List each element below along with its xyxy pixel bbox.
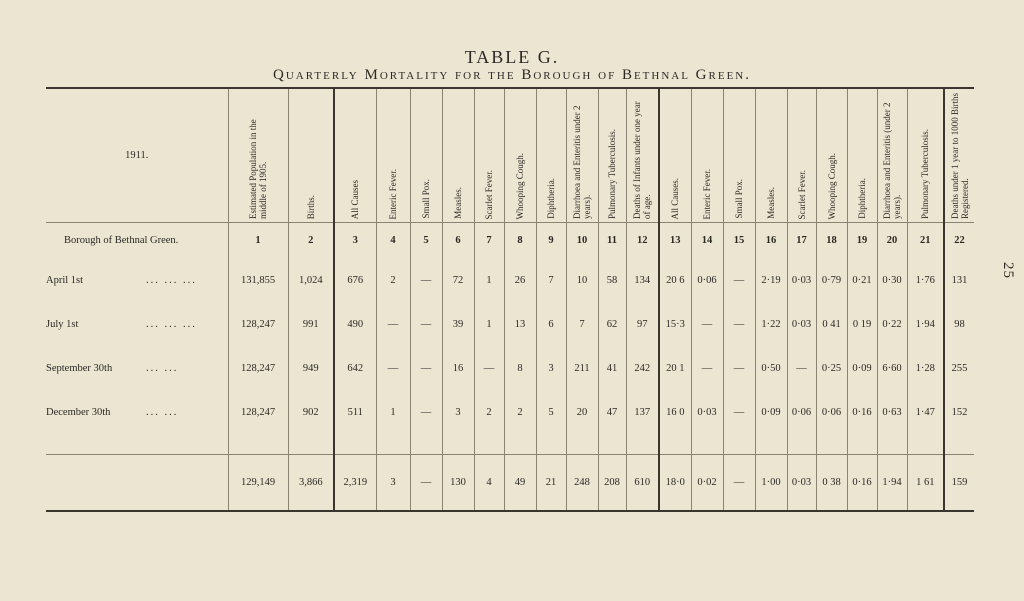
- table-cell: 15·3: [659, 303, 691, 347]
- table-cell: 0·79: [816, 259, 847, 303]
- total-cell: 4: [474, 455, 504, 511]
- spacer-cell: [787, 435, 816, 455]
- table-cell: 1·47: [907, 391, 944, 435]
- spacer-cell: [410, 435, 442, 455]
- table-cell: —: [723, 303, 755, 347]
- table-cell: 20: [566, 391, 598, 435]
- table-cell: 6: [536, 303, 566, 347]
- table-cell: —: [691, 303, 723, 347]
- total-cell: 1·00: [755, 455, 787, 511]
- header-cell: Measles.: [755, 88, 787, 223]
- spacer-cell: [376, 435, 410, 455]
- table-cell: 7: [536, 259, 566, 303]
- spacer-cell: [504, 435, 536, 455]
- table-cell: 137: [626, 391, 659, 435]
- table-cell: 10: [566, 259, 598, 303]
- header-cell: Scarlet Fever.: [787, 88, 816, 223]
- spacer-cell: [659, 435, 691, 455]
- table-cell: 128,247: [228, 347, 288, 391]
- table-cell: 1: [376, 391, 410, 435]
- column-number: 13: [659, 223, 691, 259]
- spacer-cell: [536, 435, 566, 455]
- column-number: 7: [474, 223, 504, 259]
- spacer-cell: [46, 435, 228, 455]
- table-cell: 0 19: [847, 303, 877, 347]
- table-cell: 2: [504, 391, 536, 435]
- spacer-cell: [755, 435, 787, 455]
- spacer-cell: [944, 435, 974, 455]
- table-cell: 26: [504, 259, 536, 303]
- total-cell: 2,319: [334, 455, 376, 511]
- table-cell: 0·22: [877, 303, 907, 347]
- table-cell: 39: [442, 303, 474, 347]
- table-cell: 0·09: [847, 347, 877, 391]
- table-cell: 47: [598, 391, 626, 435]
- column-number: 22: [944, 223, 974, 259]
- column-number: 18: [816, 223, 847, 259]
- table-cell: 1,024: [288, 259, 334, 303]
- table-cell: 0·03: [787, 259, 816, 303]
- total-cell: —: [723, 455, 755, 511]
- table-cell: 0·63: [877, 391, 907, 435]
- total-cell: 248: [566, 455, 598, 511]
- table-cell: 255: [944, 347, 974, 391]
- table-cell: —: [787, 347, 816, 391]
- header-cell: Births.: [288, 88, 334, 223]
- column-number: 6: [442, 223, 474, 259]
- total-cell: 0·02: [691, 455, 723, 511]
- header-cell: Estimated Population in the middle of 1905.: [228, 88, 288, 223]
- table-cell: —: [410, 303, 442, 347]
- table-cell: 0·06: [816, 391, 847, 435]
- table-subtitle: Quarterly Mortality for the Borough of Bethnal Green.: [273, 67, 751, 83]
- table-cell: 128,247: [228, 391, 288, 435]
- total-cell: 130: [442, 455, 474, 511]
- spacer-cell: [228, 435, 288, 455]
- table-cell: 0·03: [787, 303, 816, 347]
- header-cell: Small Pox.: [410, 88, 442, 223]
- table-title: TABLE G.: [464, 47, 560, 67]
- page-number: 25: [1000, 262, 1016, 279]
- table-cell: 134: [626, 259, 659, 303]
- header-cell: Pulmonary Tuberculosis.: [598, 88, 626, 223]
- header-cell: Deaths of Infants under one year of age.: [626, 88, 659, 223]
- row-label: April 1st ... ... ...: [46, 275, 197, 286]
- row-label: July 1st ... ... ...: [46, 319, 197, 330]
- table-cell: 3: [536, 347, 566, 391]
- table-cell: 128,247: [228, 303, 288, 347]
- table-cell: 0·16: [847, 391, 877, 435]
- table-cell: 0·30: [877, 259, 907, 303]
- spacer-cell: [907, 435, 944, 455]
- table-cell: 58: [598, 259, 626, 303]
- table-cell: 97: [626, 303, 659, 347]
- spacer-cell: [691, 435, 723, 455]
- header-cell: Enteric Fever.: [691, 88, 723, 223]
- table-cell: 5: [536, 391, 566, 435]
- table-cell: 242: [626, 347, 659, 391]
- header-cell: All Causes.: [659, 88, 691, 223]
- column-number: 10: [566, 223, 598, 259]
- year-header: 1911.: [46, 88, 228, 223]
- table-cell: 13: [504, 303, 536, 347]
- table-cell: —: [723, 259, 755, 303]
- table-cell: 0 41: [816, 303, 847, 347]
- table-cell: 1: [474, 303, 504, 347]
- total-cell: 159: [944, 455, 974, 511]
- table-cell: 0·06: [787, 391, 816, 435]
- header-cell: Whooping Cough.: [816, 88, 847, 223]
- table-cell: —: [691, 347, 723, 391]
- column-number: 12: [626, 223, 659, 259]
- table-row: [46, 347, 974, 391]
- spacer-cell: [566, 435, 598, 455]
- table-cell: 1: [474, 259, 504, 303]
- total-cell: 129,149: [228, 455, 288, 511]
- separator-row: [46, 435, 974, 455]
- spacer-cell: [816, 435, 847, 455]
- header-cell: Diphtheria.: [536, 88, 566, 223]
- table-cell: 2·19: [755, 259, 787, 303]
- row-label: September 30th ... ...: [46, 363, 179, 374]
- table-cell: —: [474, 347, 504, 391]
- table-cell: —: [723, 347, 755, 391]
- header-cell: Deaths under 1 year to 1000 Births Registered.: [944, 88, 974, 223]
- column-number: 4: [376, 223, 410, 259]
- spacer-cell: [626, 435, 659, 455]
- header-cell: Diphtheria.: [847, 88, 877, 223]
- column-number: 1: [228, 223, 288, 259]
- table-cell: 16: [442, 347, 474, 391]
- table-cell: 98: [944, 303, 974, 347]
- table-row: [46, 303, 974, 347]
- spacer-cell: [877, 435, 907, 455]
- spacer-cell: [334, 435, 376, 455]
- spacer-cell: [442, 435, 474, 455]
- table-cell: 0·25: [816, 347, 847, 391]
- table-cell: 41: [598, 347, 626, 391]
- table-cell: 902: [288, 391, 334, 435]
- table-cell: 0·03: [691, 391, 723, 435]
- header-cell: Whooping Cough.: [504, 88, 536, 223]
- table-cell: 991: [288, 303, 334, 347]
- table-cell: 20 6: [659, 259, 691, 303]
- mortality-table: [46, 87, 974, 512]
- table-cell: 949: [288, 347, 334, 391]
- table-cell: 6·60: [877, 347, 907, 391]
- table-cell: 211: [566, 347, 598, 391]
- column-number: 19: [847, 223, 877, 259]
- header-cell: Diarrhoea and Enteritis (under 2 years).: [877, 88, 907, 223]
- table-cell: —: [410, 259, 442, 303]
- spacer-cell: [474, 435, 504, 455]
- column-number: 21: [907, 223, 944, 259]
- total-cell: 0·16: [847, 455, 877, 511]
- table-row: [46, 391, 974, 435]
- column-number: 14: [691, 223, 723, 259]
- total-row: [46, 455, 974, 511]
- total-label-cell: [46, 455, 228, 511]
- table-cell: 1·22: [755, 303, 787, 347]
- table-cell: —: [723, 391, 755, 435]
- table-cell: 511: [334, 391, 376, 435]
- column-number: 2: [288, 223, 334, 259]
- total-cell: 1·94: [877, 455, 907, 511]
- table-cell: 72: [442, 259, 474, 303]
- column-number: 16: [755, 223, 787, 259]
- table-cell: 0·06: [691, 259, 723, 303]
- header-cell: Measles.: [442, 88, 474, 223]
- total-cell: 18·0: [659, 455, 691, 511]
- table-cell: —: [376, 347, 410, 391]
- total-cell: 21: [536, 455, 566, 511]
- total-cell: 3,866: [288, 455, 334, 511]
- table-cell: —: [376, 303, 410, 347]
- table-cell: 62: [598, 303, 626, 347]
- table-row: [46, 259, 974, 303]
- total-cell: 208: [598, 455, 626, 511]
- table-cell: 0·09: [755, 391, 787, 435]
- header-cell: Small Pox.: [723, 88, 755, 223]
- header-cell: Diarrhoea and Enteritis under 2 years).: [566, 88, 598, 223]
- table-cell: 1·76: [907, 259, 944, 303]
- table-cell: 2: [474, 391, 504, 435]
- spacer-cell: [288, 435, 334, 455]
- table-cell: 8: [504, 347, 536, 391]
- row-label: December 30th ... ...: [46, 407, 179, 418]
- table-cell: 1·28: [907, 347, 944, 391]
- column-number: 5: [410, 223, 442, 259]
- table-cell: —: [410, 347, 442, 391]
- table-cell: 642: [334, 347, 376, 391]
- total-cell: 0 38: [816, 455, 847, 511]
- column-number: 8: [504, 223, 536, 259]
- table-cell: 131: [944, 259, 974, 303]
- total-cell: —: [410, 455, 442, 511]
- header-cell: Scarlet Fever.: [474, 88, 504, 223]
- total-cell: 1 61: [907, 455, 944, 511]
- total-cell: 49: [504, 455, 536, 511]
- header-cell: Pulmonary Tuberculosis.: [907, 88, 944, 223]
- column-number: 20: [877, 223, 907, 259]
- spacer-cell: [847, 435, 877, 455]
- borough-label: Borough of Bethnal Green.: [64, 234, 179, 246]
- spacer-cell: [598, 435, 626, 455]
- table-cell: 152: [944, 391, 974, 435]
- column-number-row: [46, 223, 974, 259]
- column-number: 15: [723, 223, 755, 259]
- header-row: [46, 88, 974, 223]
- header-cell: Enteric Fever.: [376, 88, 410, 223]
- table-cell: 2: [376, 259, 410, 303]
- column-number: 17: [787, 223, 816, 259]
- table-cell: 7: [566, 303, 598, 347]
- table-cell: 20 1: [659, 347, 691, 391]
- table-cell: 0·21: [847, 259, 877, 303]
- table-cell: 1·94: [907, 303, 944, 347]
- total-cell: 3: [376, 455, 410, 511]
- table-cell: 16 0: [659, 391, 691, 435]
- header-cell: All Causes: [334, 88, 376, 223]
- table-cell: —: [410, 391, 442, 435]
- table-cell: 490: [334, 303, 376, 347]
- column-number: 9: [536, 223, 566, 259]
- column-number: 11: [598, 223, 626, 259]
- spacer-cell: [723, 435, 755, 455]
- total-cell: 0·03: [787, 455, 816, 511]
- column-number: 3: [334, 223, 376, 259]
- table-cell: 3: [442, 391, 474, 435]
- table-cell: 676: [334, 259, 376, 303]
- total-cell: 610: [626, 455, 659, 511]
- table-cell: 131,855: [228, 259, 288, 303]
- table-cell: 0·50: [755, 347, 787, 391]
